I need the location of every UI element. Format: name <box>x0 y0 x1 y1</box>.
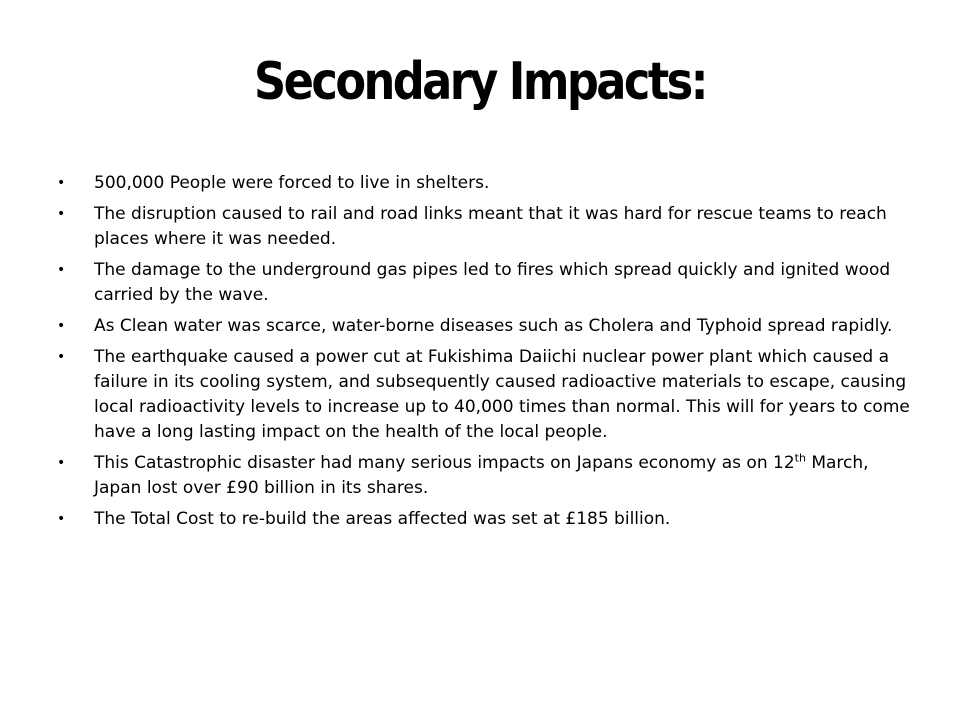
slide-title: Secondary Impacts: <box>254 52 706 112</box>
bullet-icon: • <box>57 262 66 278</box>
bullet-item-transport <box>57 202 912 252</box>
bullet-icon: • <box>57 455 66 471</box>
bullet-text-before: This Catastrophic disaster had many serious impacts on Japans economy as on 12 <box>94 453 795 473</box>
bullet-item-nuclear <box>57 345 912 445</box>
bullet-icon: • <box>57 511 66 527</box>
date-superscript: th <box>794 451 806 465</box>
bullet-text-after: March, Japan lost over £90 billion in its shares. <box>94 453 869 498</box>
bullet-icon: • <box>57 349 66 365</box>
bullet-icon: • <box>57 175 66 191</box>
bullet-text: The earthquake caused a power cut at Fukishima Daiichi nuclear power plant which caused a failure in its cooling system, and subsequently caused radioactive materials to escape, causing local radioactivity levels to increase up to 40,000 times than normal. This will for years to come have a long lasting impact on the health of the local people. <box>94 347 910 442</box>
bullet-text: The damage to the underground gas pipes led to fires which spread quickly and ignited wood carried by the wave. <box>94 260 891 305</box>
bullet-text: The disruption caused to rail and road links meant that it was hard for rescue teams to reach places where it was needed. <box>94 204 887 249</box>
bullet-text: As Clean water was scarce, water-borne diseases such as Cholera and Typhoid spread rapidly. <box>94 316 893 336</box>
bullet-icon: • <box>57 318 66 334</box>
bullet-icon: • <box>57 206 66 222</box>
bullet-list <box>57 171 912 538</box>
bullet-text: 500,000 People were forced to live in shelters. <box>94 173 490 193</box>
bullet-item-shelters <box>57 171 912 196</box>
bullet-item-disease <box>57 314 912 339</box>
bullet-item-cost <box>57 507 912 532</box>
bullet-text: The Total Cost to re-build the areas affected was set at £185 billion. <box>94 509 671 529</box>
bullet-item-fires <box>57 258 912 308</box>
bullet-item-economy <box>57 451 912 501</box>
